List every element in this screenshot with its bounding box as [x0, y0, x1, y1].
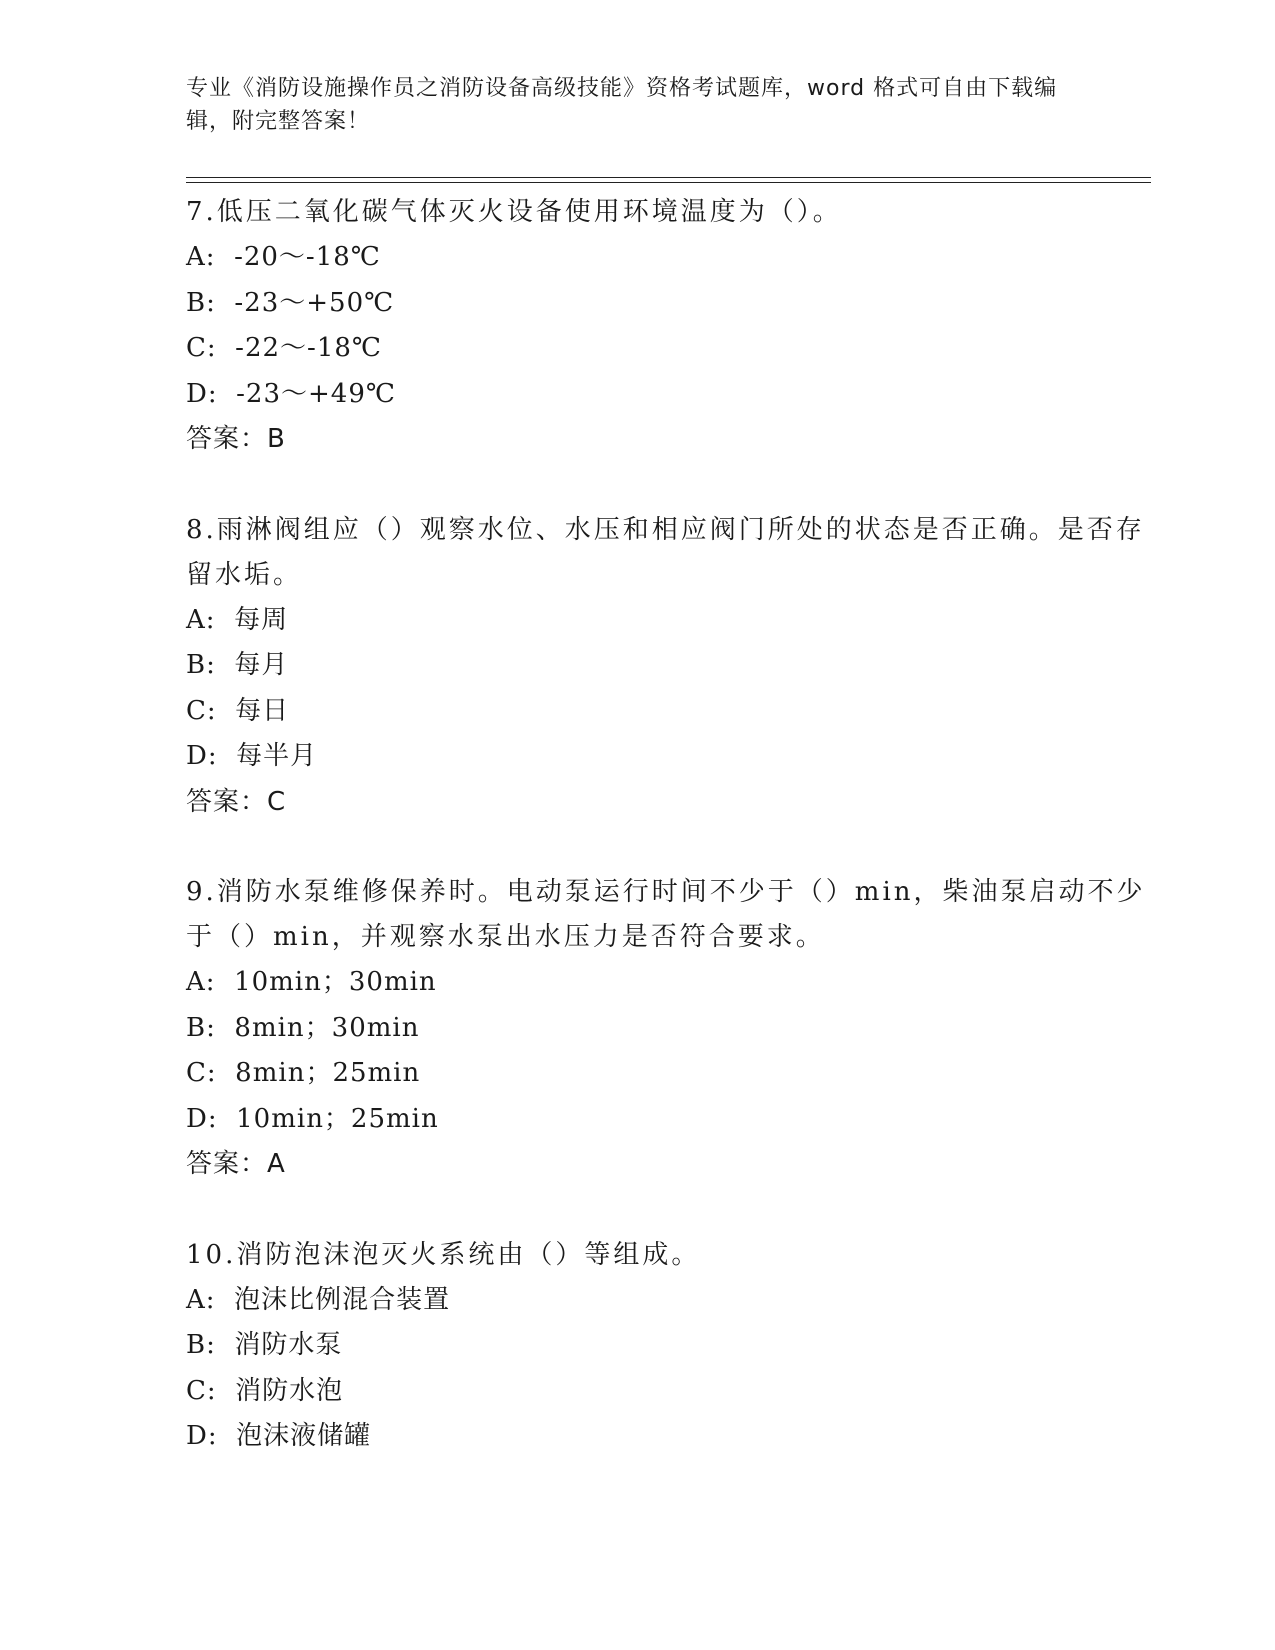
option-c: C: 8min；25min	[186, 1058, 421, 1088]
option-d: D: 10min；25min	[186, 1103, 439, 1134]
option-d: D: 泡沫液储罐	[186, 1421, 372, 1451]
question-stem: 9.消防水泵维修保养时。电动泵运行时间不少于（）min，柴油泵启动不少于（）min，并观察水泵出水压力是否符合要求。	[186, 877, 1146, 952]
option-a: A: 10min；30min	[186, 967, 437, 997]
option-b: B: -23～+50℃	[186, 287, 395, 318]
option-d: D: -23～+49℃	[186, 378, 396, 409]
spacer	[186, 825, 1146, 870]
question-8	[186, 508, 1146, 826]
option-c: C: 每日	[186, 695, 290, 726]
option-c: C: 消防水泡	[186, 1375, 344, 1406]
option-c: C: -22～-18℃	[186, 333, 383, 363]
question-stem: 8.雨淋阀组应（）观察水位、水压和相应阀门所处的状态是否正确。是否存留水垢。	[186, 514, 1145, 590]
question-stem: 7.低压二氧化碳气体灭火设备使用环境温度为（）。	[186, 197, 842, 227]
option-a: A: 泡沫比例混合装置	[186, 1284, 451, 1315]
option-d: D: 每半月	[186, 741, 318, 771]
answer-label: 答案：B	[186, 424, 286, 454]
option-b: B: 消防水泵	[186, 1330, 343, 1360]
option-a: A: 每周	[186, 604, 289, 635]
question-stem: 10.消防泡沫泡灭火系统由（）等组成。	[186, 1239, 701, 1270]
question-7	[186, 190, 1146, 463]
spacer	[186, 463, 1146, 508]
answer-label: 答案：A	[186, 1149, 286, 1179]
header-rule-top	[186, 177, 1151, 178]
header-rule-bottom	[186, 182, 1151, 183]
question-list	[186, 190, 1146, 1460]
answer-label: 答案：C	[186, 786, 287, 817]
option-a: A: -20～-18℃	[186, 242, 381, 272]
spacer	[186, 1188, 1146, 1233]
document-header: 专业《消防设施操作员之消防设备高级技能》资格考试题库，word 格式可自由下载编辑，附完整答案！	[186, 76, 1058, 134]
option-b: B: 8min；30min	[186, 1012, 420, 1043]
question-10	[186, 1233, 1146, 1460]
option-b: B: 每月	[186, 650, 289, 680]
question-9	[186, 870, 1146, 1188]
